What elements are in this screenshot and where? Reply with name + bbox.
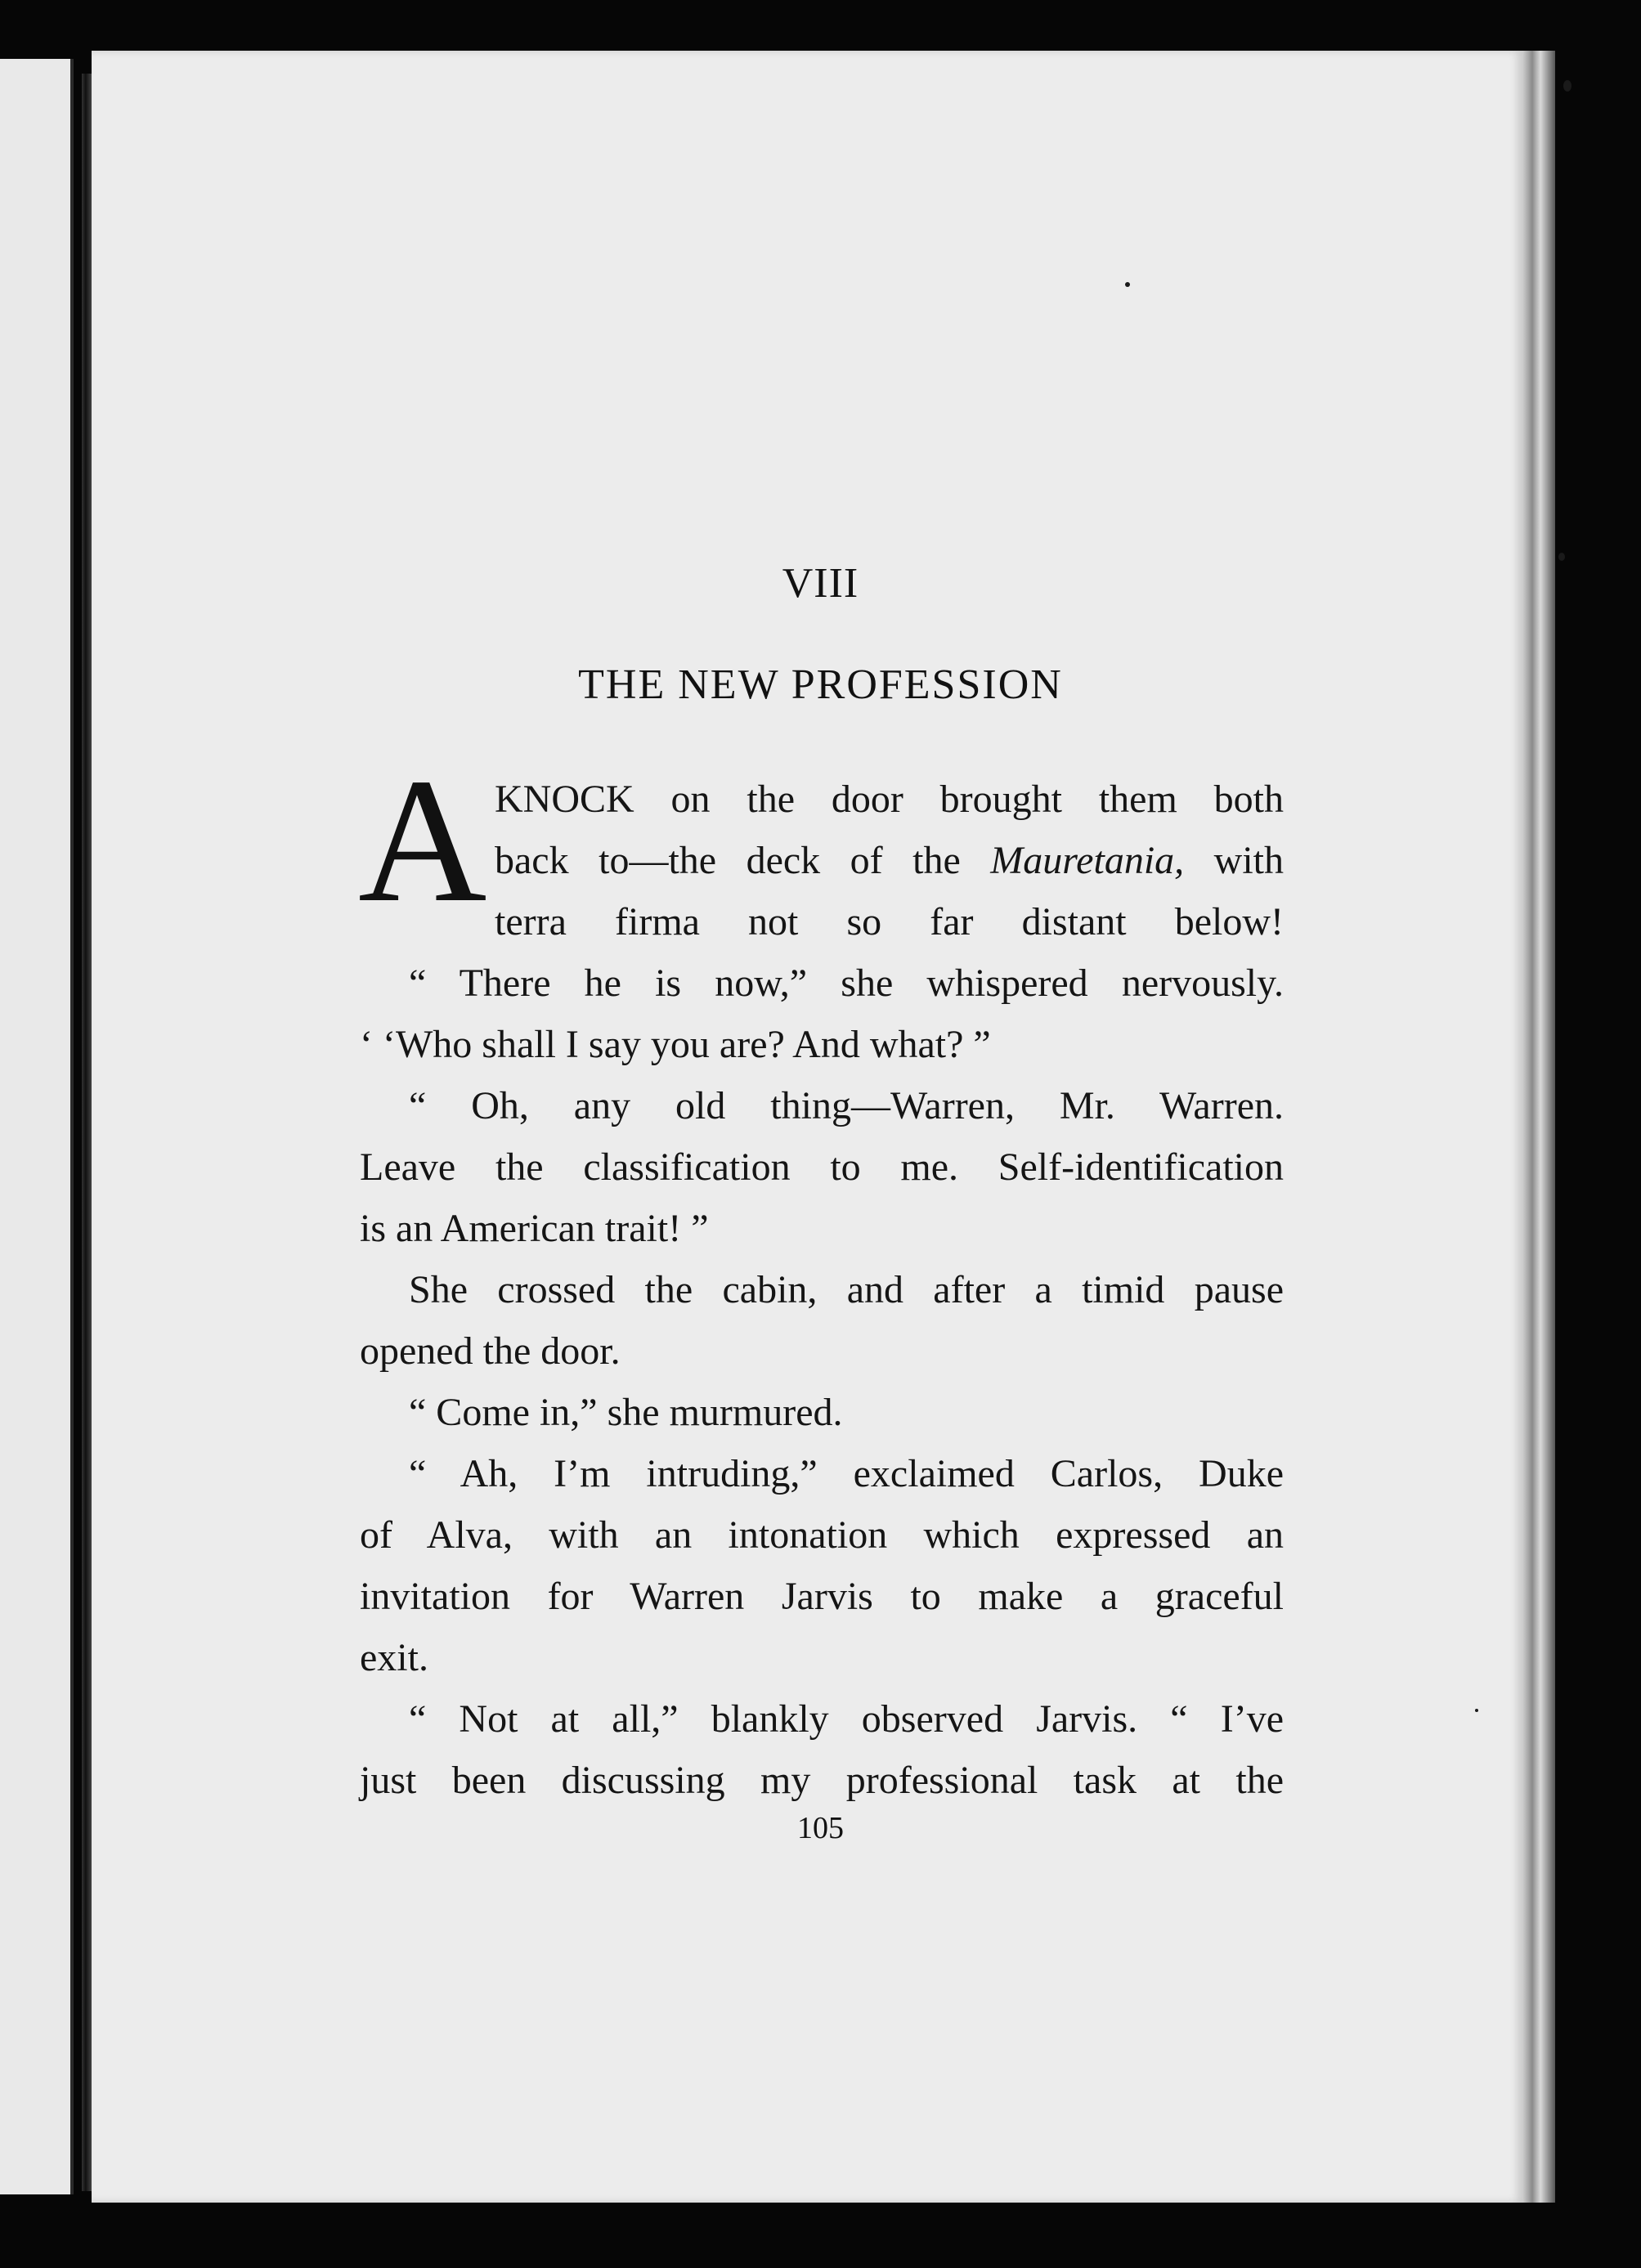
text-line: exit. <box>360 1636 428 1679</box>
text-line: invitation for Warren Jarvis to make a graceful <box>360 1575 1284 1618</box>
text-line: ‘ ‘Who shall I say you are? And what? ” <box>360 1023 991 1066</box>
text-line: is an American trait! ” <box>360 1207 709 1250</box>
ship-name: Mauretania, <box>990 839 1185 882</box>
chapter-number: VIII <box>782 560 859 607</box>
text-line <box>360 830 1284 891</box>
book-gutter <box>82 74 92 2191</box>
left-page-edge <box>0 59 74 2194</box>
drop-cap: A <box>358 742 487 939</box>
page-stack-edge <box>1522 51 1555 2203</box>
text-line: KNOCK on the door brought them both <box>495 778 1284 821</box>
scan-speck <box>1125 282 1130 287</box>
text-line: opened the door. <box>360 1329 621 1373</box>
text-line: “ Not at all,” blankly observed Jarvis. “ I’ve <box>409 1697 1284 1741</box>
text-line: “ Oh, any old thing—Warren, Mr. Warren. <box>409 1084 1284 1127</box>
text-line: “ There he is now,” she whispered nervously. <box>409 961 1284 1005</box>
scan-speck <box>1475 1709 1478 1712</box>
page-number: 105 <box>797 1811 844 1845</box>
text-line: terra firma not so far distant below! <box>495 900 1284 944</box>
text-segment: with <box>1184 839 1284 882</box>
text-segment: back to—the deck of the <box>495 839 991 882</box>
text-line: Leave the classification to me. Self-identification <box>360 1145 1284 1189</box>
scan-speck <box>1563 80 1572 92</box>
chapter-title: THE NEW PROFESSION <box>578 661 1063 708</box>
text-line: She crossed the cabin, and after a timid pause <box>409 1268 1284 1311</box>
text-line: of Alva, with an intonation which expressed an <box>360 1513 1284 1557</box>
text-line: “ Come in,” she murmured. <box>409 1391 843 1434</box>
body-text <box>360 769 1284 1811</box>
text-line: just been discussing my professional task at the <box>360 1759 1284 1802</box>
text-line: “ Ah, I’m intruding,” exclaimed Carlos, Duke <box>409 1452 1284 1495</box>
